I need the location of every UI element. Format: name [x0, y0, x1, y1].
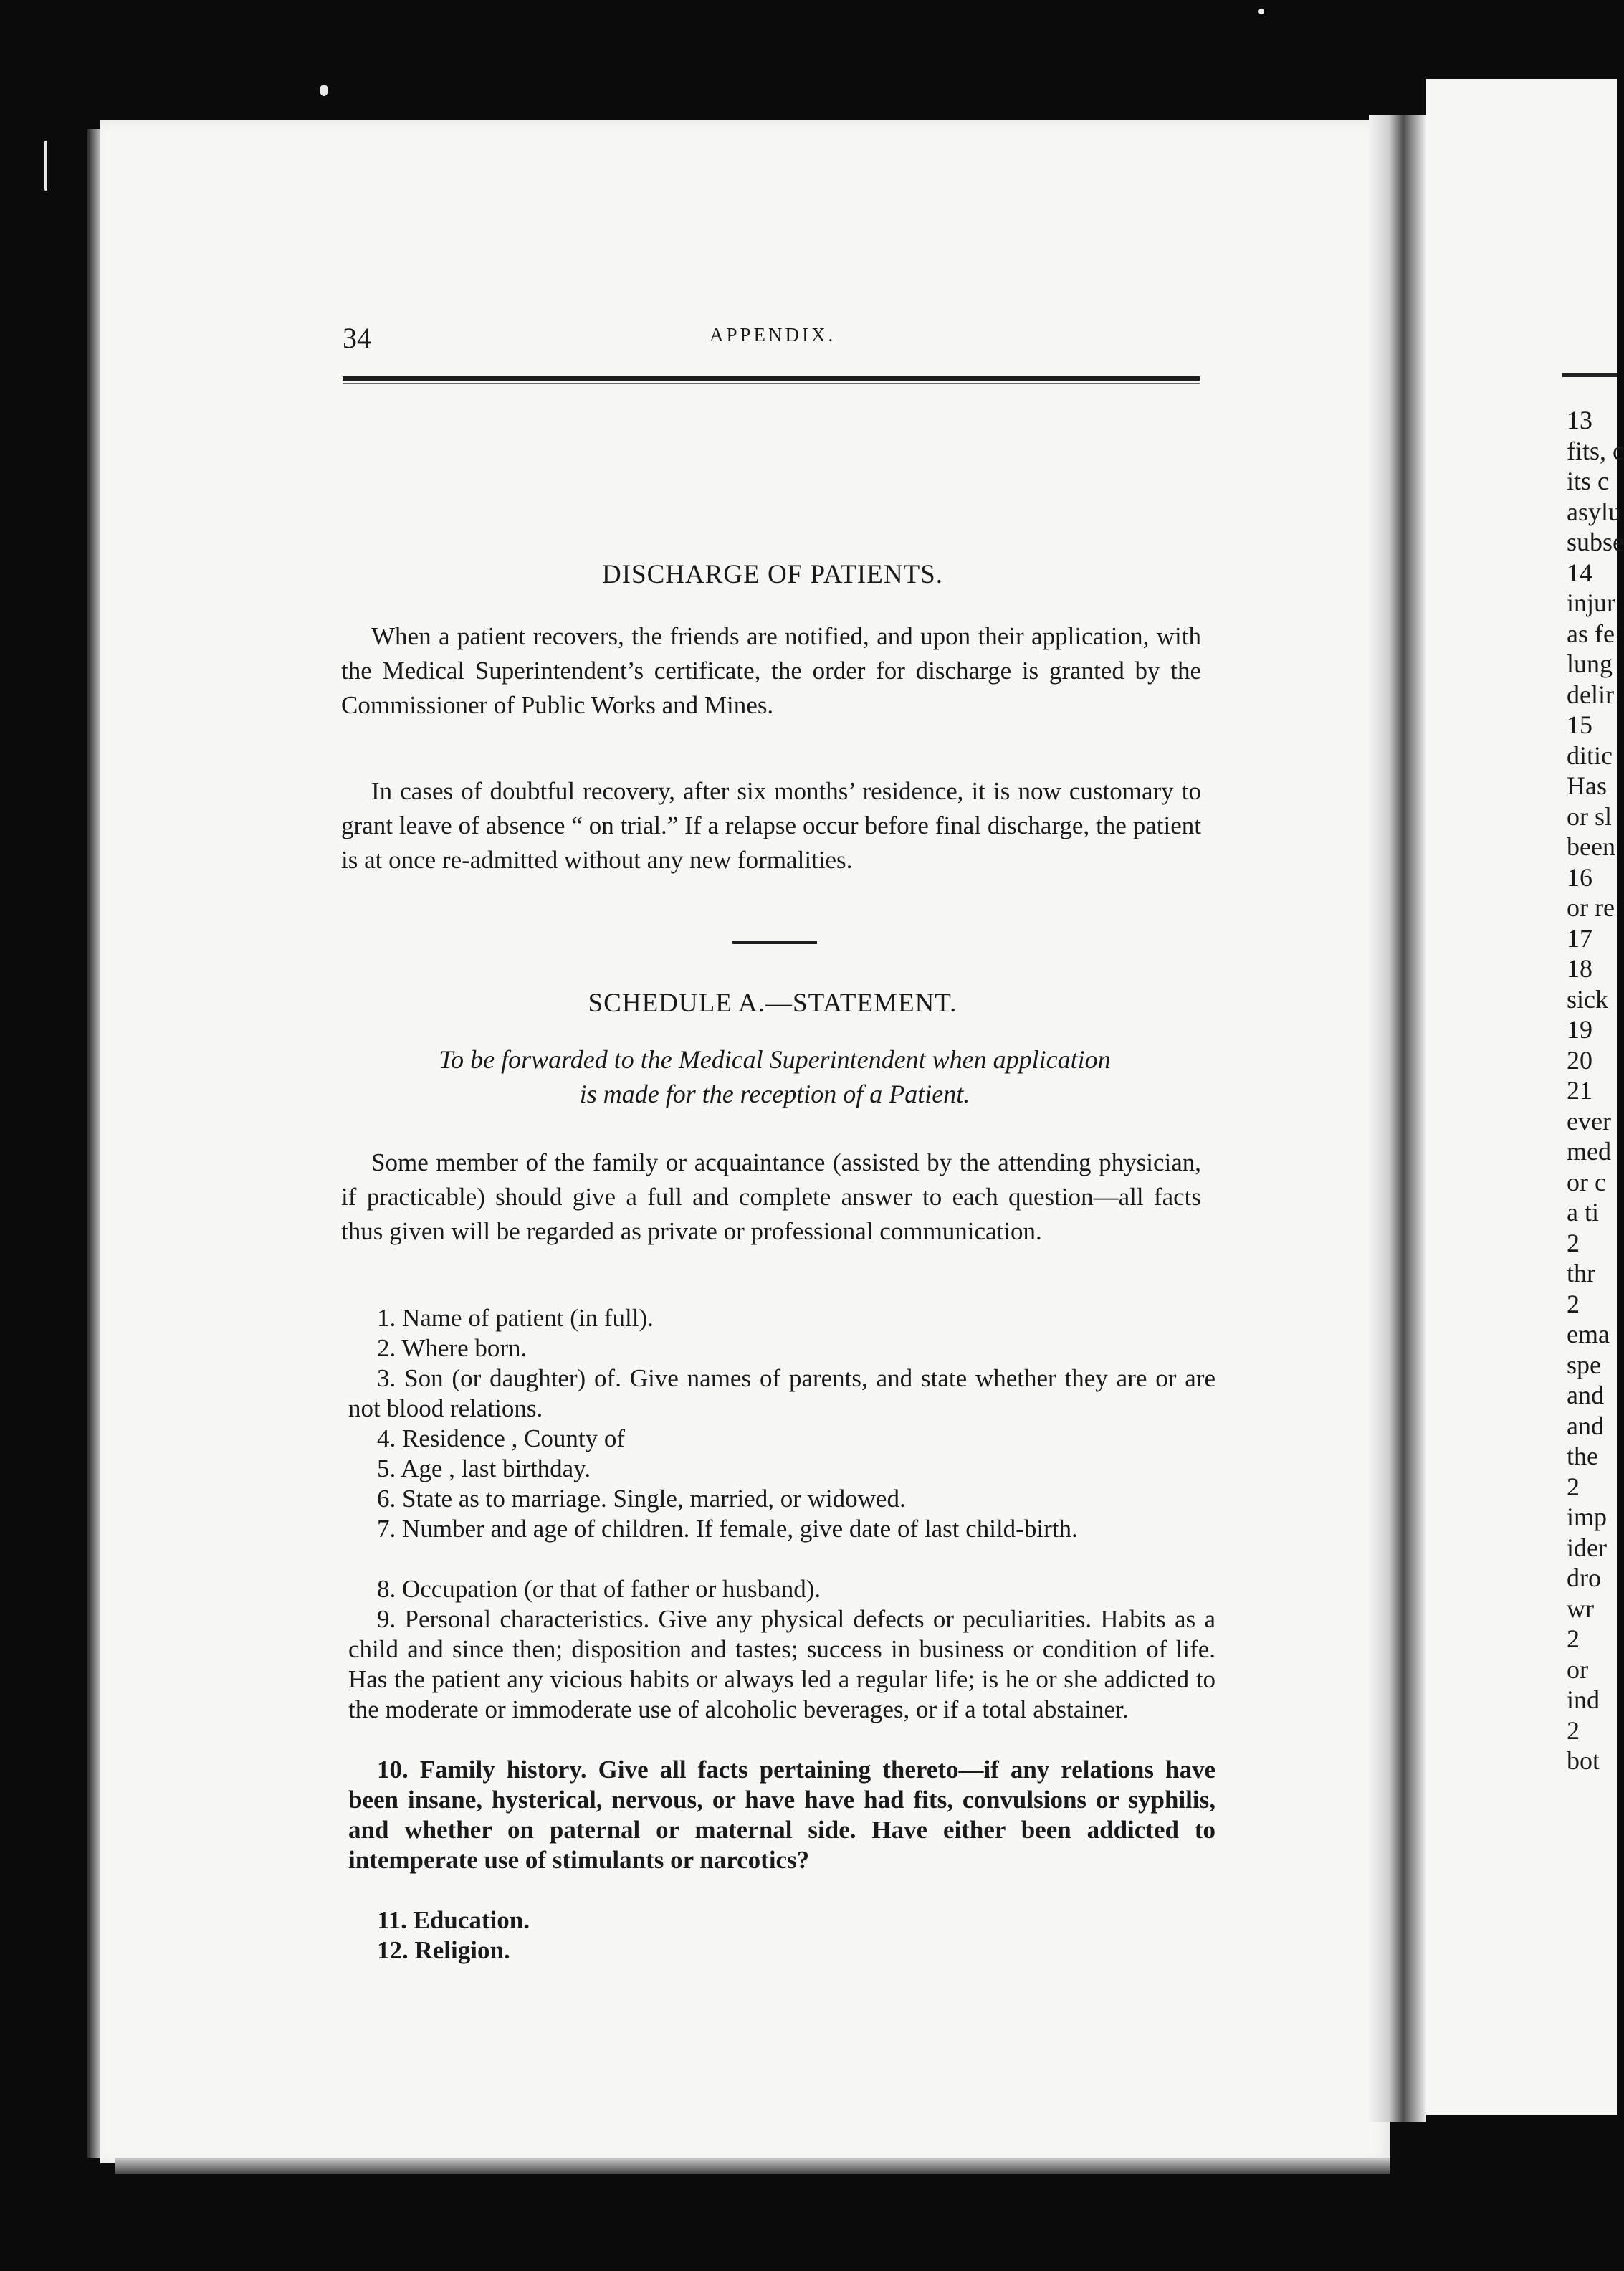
facing-page-line: sick	[1567, 984, 1608, 1014]
discharge-title: DISCHARGE OF PATIENTS.	[601, 560, 943, 589]
scan-speck	[1258, 9, 1264, 14]
scan-speck	[320, 85, 328, 96]
facing-page-line: Has	[1567, 771, 1607, 800]
running-head	[343, 321, 1203, 356]
section-divider	[732, 941, 817, 944]
list-item: 3. Son (or daughter) of. Give names of parents, and state whether they are or are not blood relations.	[348, 1364, 1215, 1422]
facing-page-line: 14	[1567, 558, 1592, 587]
facing-page-line: been	[1567, 832, 1615, 861]
header-rule-thin	[343, 383, 1200, 384]
facing-page-line: 20	[1567, 1045, 1592, 1075]
list-item: 11. Education.	[377, 1906, 530, 1934]
facing-page-line: 19	[1567, 1015, 1592, 1044]
list-item: 1. Name of patient (in full).	[377, 1304, 654, 1332]
list-item: 2. Where born.	[377, 1334, 527, 1362]
schedule-title: SCHEDULE A.—STATEMENT.	[588, 989, 957, 1018]
facing-page-line: 16	[1567, 862, 1592, 892]
header-rule	[343, 376, 1200, 381]
list-item: 12. Religion.	[377, 1936, 510, 1964]
discharge-paragraph-1: When a patient recovers, the friends are notified, and upon their application, with the Medical Superintendent’s certificate, the order for discharge is granted by the Commissioner of Public Works and Mines.	[341, 622, 1201, 719]
facing-page-line: and	[1567, 1381, 1604, 1409]
facing-page-line: asylu	[1567, 497, 1621, 526]
facing-page-line: 2	[1567, 1472, 1580, 1501]
book-gutter	[1369, 115, 1426, 2122]
facing-page-line: and	[1567, 1411, 1604, 1440]
facing-page-line: 15	[1567, 710, 1592, 739]
schedule-subtitle-line-1: To be forwarded to the Medical Superintendent when application	[439, 1045, 1111, 1074]
discharge-paragraph-2: In cases of doubtful recovery, after six months’ residence, it is now customary to grant leave of absence “ on trial.” If a relapse occur before final discharge, the patient is at once re-admitted without any new formalities.	[341, 777, 1201, 874]
facing-page-line: injur	[1567, 589, 1615, 617]
facing-page-line: its c	[1567, 467, 1609, 495]
facing-page-line: 2	[1567, 1289, 1580, 1318]
schedule-intro: Some member of the family or acquaintance (assisted by the attending physician, if practicable) should give a full and complete answer to each question—all facts thus given will be regarded as private or professional communication.	[341, 1148, 1201, 1245]
facing-page-line: wr	[1567, 1594, 1594, 1623]
list-item: 8. Occupation (or that of father or husband).	[377, 1575, 821, 1603]
facing-page-line: 18	[1567, 954, 1592, 983]
facing-page-line: spe	[1567, 1350, 1601, 1379]
facing-page-line: as fe	[1567, 619, 1615, 648]
running-head-title: APPENDIX.	[710, 324, 836, 346]
page-bottom-edge	[115, 2158, 1390, 2174]
page-number: 34	[343, 322, 371, 354]
list-item: 9. Personal characteristics. Give any physical defects or peculiarities. Habits as a child and since then; disposition and tastes; success in business or condition of life. Has the patient any vicious habits or always led a regular life; is he or she addicted to the moderate or immoderate use of alcoholic beverages, or if a total abstainer.	[348, 1605, 1215, 1723]
facing-page-line: or sl	[1567, 801, 1612, 831]
facing-page-line: 2	[1567, 1715, 1580, 1745]
list-item: 6. State as to marriage. Single, married, or widowed.	[377, 1485, 906, 1513]
facing-page-line: or c	[1567, 1167, 1606, 1196]
facing-page-line: delir	[1567, 680, 1614, 709]
schedule-subtitle	[341, 1042, 1208, 1111]
facing-page-line: 17	[1567, 923, 1592, 953]
facing-page-line: lung	[1567, 649, 1613, 678]
facing-page-line: thr	[1567, 1259, 1595, 1287]
facing-page-line: 2	[1567, 1624, 1580, 1653]
facing-page-line: imp	[1567, 1503, 1608, 1531]
facing-page-line: 21	[1567, 1076, 1592, 1105]
facing-page-line: 2	[1567, 1228, 1580, 1257]
facing-page-line: med	[1567, 1137, 1611, 1166]
scan-speck	[44, 141, 47, 191]
facing-page-line: fits, c	[1567, 436, 1624, 465]
schedule-subtitle-line-2: is made for the reception of a Patient.	[579, 1080, 970, 1108]
list-item: 4. Residence , County of	[377, 1424, 626, 1452]
list-item: 7. Number and age of children. If female, give date of last child-birth.	[377, 1515, 1078, 1543]
facing-page-line: or	[1567, 1655, 1588, 1684]
facing-page-line: ind	[1567, 1685, 1600, 1714]
facing-page-line: 13	[1567, 406, 1592, 434]
facing-page-line: ider	[1567, 1533, 1607, 1562]
facing-page-line: a ti	[1567, 1198, 1599, 1227]
list-item: 5. Age , last birthday.	[377, 1455, 591, 1482]
facing-page-rule	[1562, 373, 1617, 377]
facing-page-line: ever	[1567, 1106, 1611, 1136]
facing-page-line: subse	[1567, 528, 1624, 556]
facing-page-line: ema	[1567, 1320, 1610, 1348]
list-item: 10. Family history. Give all facts pertaining thereto—if any relations have been insane, hysterical, nervous, or have have had fits, convulsions or syphilis, and whether on paternal or maternal side. Have either been addicted to intemperate use of stimulants or narcotics?	[348, 1756, 1215, 1874]
facing-page-line: the	[1567, 1442, 1598, 1470]
facing-page-line: bot	[1567, 1746, 1600, 1775]
facing-page-line: ditic	[1567, 741, 1613, 770]
facing-page-line: or re	[1567, 893, 1615, 922]
facing-page-line: dro	[1567, 1563, 1601, 1592]
